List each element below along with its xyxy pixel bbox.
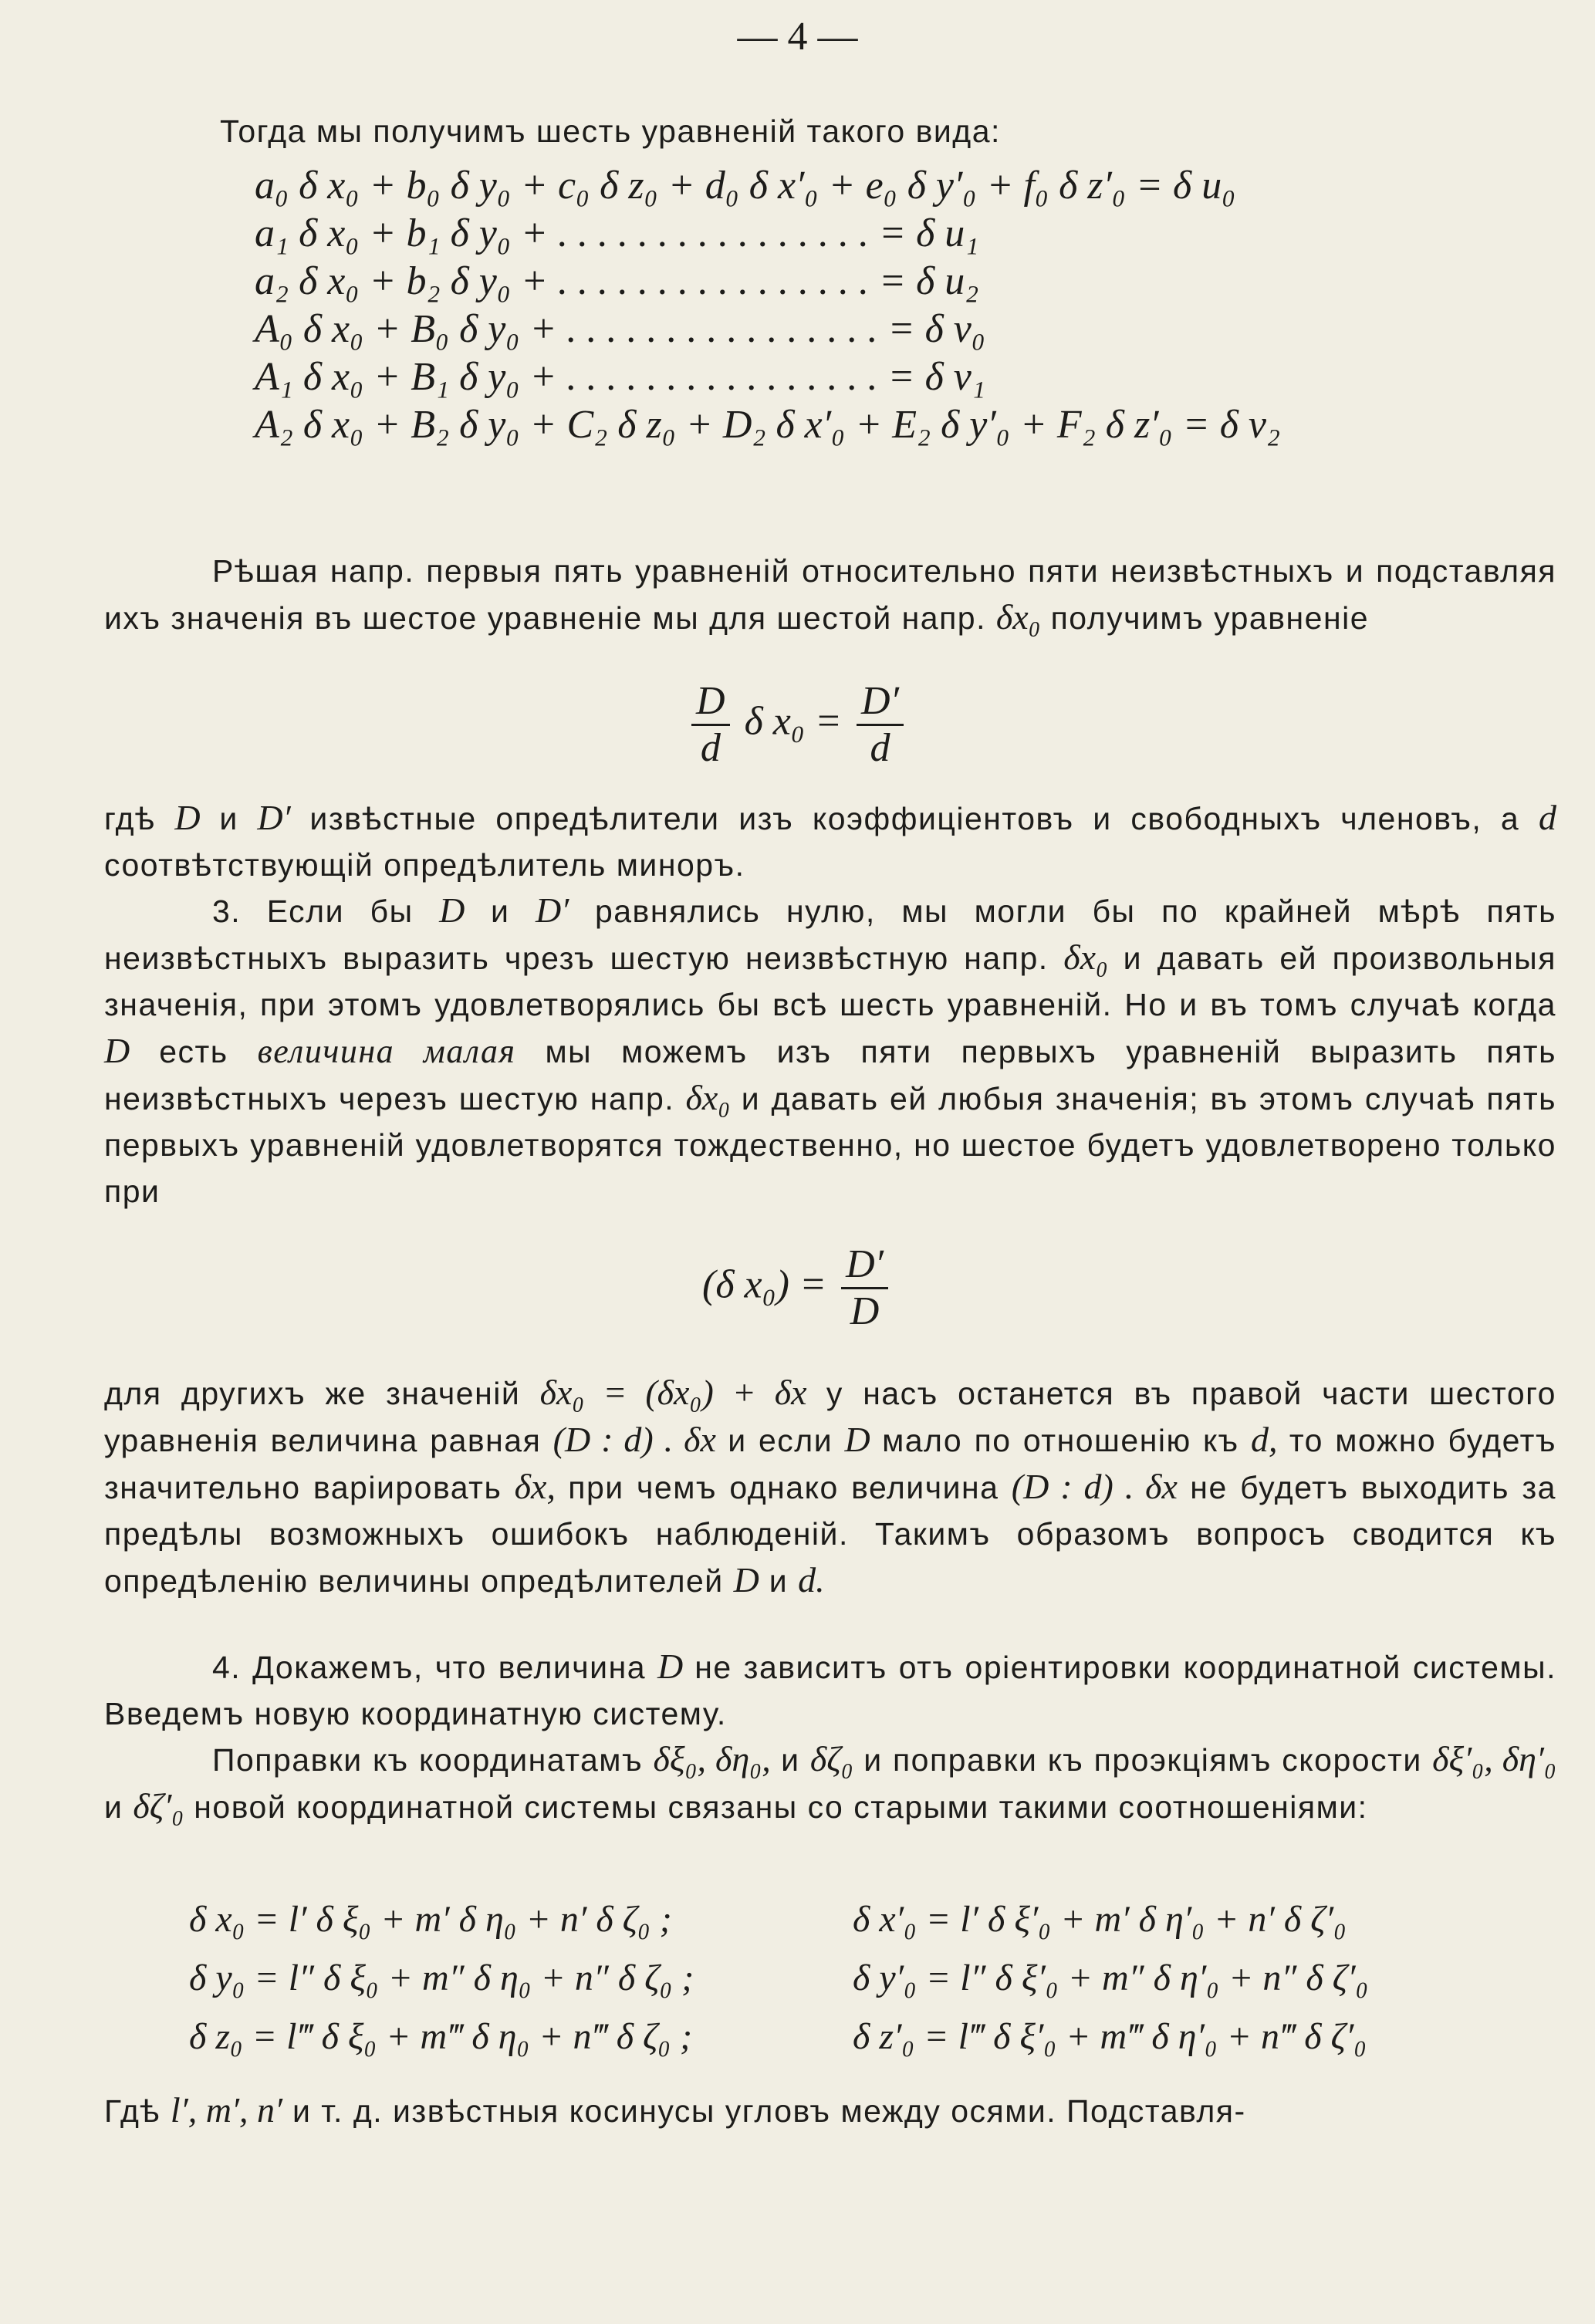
math-symbol: D (844, 1420, 870, 1459)
math-expression: δξ₀, δη₀, (653, 1739, 771, 1778)
page-number: — 4 — (737, 15, 858, 59)
text: для другихъ же значеній (104, 1376, 521, 1411)
fraction-right (857, 679, 904, 771)
paragraph-corrections (104, 1736, 1556, 1830)
text: новой координатной системы связаны со старыми такими соотношеніями: (194, 1789, 1368, 1825)
text: есть (159, 1034, 228, 1069)
math-symbol: δx₀ (685, 1078, 731, 1117)
denominator: d (870, 726, 890, 770)
transform-left: δ y₀ = l″ δ ξ₀ + m″ δ η₀ + n″ δ ζ₀ ; (189, 1957, 694, 1998)
text: то можно будетъ значительно варіировать (104, 1423, 1556, 1505)
equation-row: a₀ δ x₀ + b₀ δ y₀ + c₀ δ z₀ + d₀ δ x′₀ + e₀ δ y′₀ + f₀ δ z′₀ = δ u₀ (255, 164, 1236, 208)
transform-left: δ x₀ = l′ δ ξ₀ + m′ δ η₀ + n′ δ ζ₀ ; (189, 1899, 672, 1940)
text: и давать ей произвольныя значенія, при этомъ удовлетворялись бы всѣ шесть уравненій. Но и въ томъ случаѣ когда (104, 941, 1556, 1022)
text: извѣстные опредѣлители изъ коэффиціентовъ и свободныхъ членовъ, а (309, 801, 1520, 836)
text: у насъ останется въ правой части шестого уравненія величина равная (104, 1376, 1556, 1458)
emphasized-text: величина малая (257, 1032, 516, 1070)
math-symbol: δx₀ (1063, 937, 1109, 977)
math-expression: δζ′₀ (133, 1786, 184, 1826)
text: не зависитъ отъ оріентировки координатной системы. Введемъ новую координатную систему. (104, 1650, 1556, 1731)
math-expression: (D : d) . δx (553, 1420, 716, 1459)
transform-right: δ x′₀ = l′ δ ξ′₀ + m′ δ η′₀ + n′ δ ζ′₀ (853, 1899, 1347, 1940)
paragraph-solve (104, 548, 1556, 641)
text: гдѣ (104, 801, 156, 836)
text: мало по отношенію къ (882, 1423, 1239, 1458)
paragraph-text: получимъ уравненіе (1050, 600, 1369, 636)
text: 3. Если бы (212, 893, 414, 929)
math-symbol: d (1538, 798, 1556, 837)
text: и (104, 1789, 123, 1825)
text: и если (728, 1423, 833, 1458)
formula-left: (δ x₀) = (702, 1262, 827, 1307)
equation-row: A₀ δ x₀ + B₀ δ y₀ + . . . . . . . . . . . . . . . . = δ v₀ (255, 307, 985, 351)
fraction (841, 1242, 888, 1334)
text: и давать ей любыя значенія; въ этомъ случаѣ пять первыхъ уравненій удовлетворятся тождественно, но шестое будетъ удовлетворено только при (104, 1081, 1556, 1209)
numerator: D (691, 679, 730, 726)
formula-1 (0, 679, 1595, 771)
text: равнялись нулю, мы могли бы по крайней мѣрѣ пять неизвѣстныхъ выразить чрезъ шестую неизвѣстную напр. (104, 893, 1556, 976)
math-symbol: D (174, 798, 201, 837)
denominator: d (700, 726, 721, 770)
math-symbol: d. (798, 1560, 825, 1599)
equation-row: a₂ δ x₀ + b₂ δ y₀ + . . . . . . . . . . . . . . . . = δ u₂ (255, 259, 979, 303)
formula-2 (0, 1242, 1595, 1334)
transformation-equations (189, 1890, 1501, 2066)
math-symbol: D′ (536, 890, 569, 930)
numerator: D′ (857, 679, 904, 726)
paragraph-4 (104, 1643, 1556, 1737)
math-expression: δx₀ = (δx₀) + δx (539, 1373, 807, 1412)
text: и (781, 1742, 800, 1778)
paragraph-3 (104, 887, 1556, 1214)
math-symbol: D (439, 890, 465, 930)
equation-row: A₁ δ x₀ + B₁ δ y₀ + . . . . . . . . . . . . . . . . = δ v₁ (255, 355, 985, 399)
math-symbol: D′ (257, 798, 291, 837)
transform-left: δ z₀ = l‴ δ ξ₀ + m‴ δ η₀ + n‴ δ ζ₀ ; (189, 2016, 693, 2057)
math-symbol: δx₀ (995, 597, 1041, 637)
fraction-left (691, 679, 730, 771)
math-expression: δζ₀ (809, 1739, 853, 1778)
transform-right: δ z′₀ = l‴ δ ξ′₀ + m‴ δ η′₀ + n‴ δ ζ′₀ (853, 2016, 1367, 2057)
math-symbol: D (733, 1560, 759, 1599)
math-expression: δξ′₀, δη′₀ (1432, 1739, 1556, 1778)
last-line (104, 2087, 1556, 2134)
math-symbol: D (104, 1031, 130, 1070)
equation-row: A₂ δ x₀ + B₂ δ y₀ + C₂ δ z₀ + D₂ δ x′₀ + E₂ δ y′₀ + F₂ δ z′₀ = δ v₂ (255, 403, 1281, 447)
math-symbol: d, (1250, 1420, 1278, 1459)
paragraph-where (104, 795, 1556, 888)
transform-row (189, 1949, 1501, 2008)
text: Гдѣ (104, 2093, 161, 2129)
text: и т. д. извѣстныя косинусы угловъ между осями. Подставля- (292, 2093, 1246, 2129)
math-expression: δx, (514, 1467, 556, 1506)
transform-right: δ y′₀ = l″ δ ξ′₀ + m″ δ η′₀ + n″ δ ζ′₀ (853, 1957, 1369, 1998)
transform-row (189, 1890, 1501, 1949)
intro-text: Тогда мы получимъ шесть уравненій такого вида: (220, 113, 1001, 149)
text: и поправки къ проэкціямъ скорости (863, 1742, 1422, 1778)
math-symbol: D (657, 1647, 684, 1686)
denominator: D (850, 1289, 880, 1333)
text: мы можемъ изъ пяти первыхъ уравненій выразить пять неизвѣстныхъ черезъ шестую напр. (104, 1034, 1556, 1116)
text: не будетъ выходить за предѣлы возможныхъ ошибокъ наблюденій. Такимъ образомъ вопросъ сводится къ опредѣленію величины опредѣлителей (104, 1470, 1556, 1599)
equation-system (255, 162, 1428, 449)
text: Поправки къ координатамъ (212, 1742, 644, 1778)
math-expression: (D : d) . δx (1011, 1467, 1178, 1506)
formula-middle: δ x₀ = (744, 699, 843, 744)
paragraph-text: Рѣшая напр. первыя пять уравненій относительно пяти неизвѣстныхъ и подставляя ихъ значенія въ шестое уравненіе мы для шестой напр. (104, 553, 1556, 636)
equation-row: a₁ δ x₀ + b₁ δ y₀ + . . . . . . . . . . . . . . . . = δ u₁ (255, 211, 979, 255)
text: и (769, 1563, 789, 1599)
text: при чемъ однако величина (568, 1470, 999, 1505)
transform-row (189, 2008, 1501, 2066)
math-expression: l′, m′, n′ (170, 2090, 283, 2130)
text: 4. Докажемъ, что величина (212, 1650, 647, 1685)
numerator: D′ (841, 1242, 888, 1289)
text: и (491, 893, 510, 929)
text: и (219, 801, 238, 836)
paragraph-other-values (104, 1370, 1556, 1604)
text: соотвѣтствующій опредѣлитель миноръ. (104, 847, 745, 883)
